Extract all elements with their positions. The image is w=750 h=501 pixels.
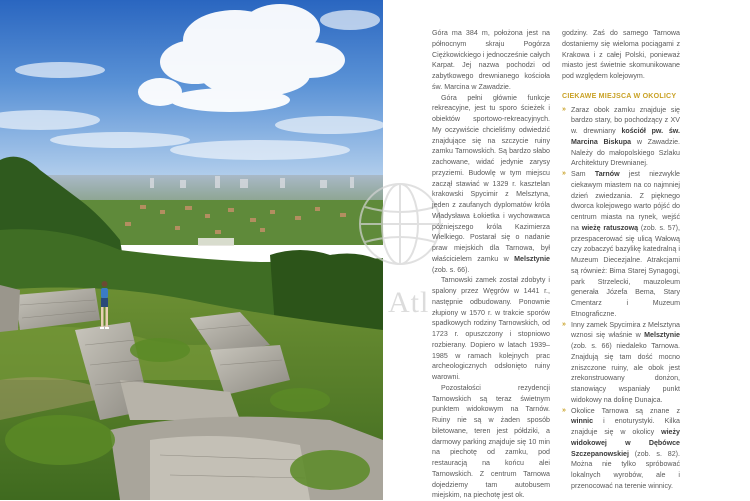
list-item [562, 406, 680, 492]
paragraph: Pozostałości rezydencji Tarnowskich są teraz świetnym punktem widokowym na Tarnów. Ruiny nie są w żaden sposób biletowane, teren jest półdziki, a darmowy parking znajduje się 10 min na piechotę od zamku, pod restauracją na końcu alei Tarnowskich. Z centrum Tarnowa dojedziemy tam autobusem miejskim, na piechotę jest ok. [432, 383, 550, 500]
list-item [562, 320, 680, 406]
text-run: i enoturystyki. Kilka znajduje się w okolicy [571, 417, 680, 436]
text-column-2 [562, 28, 680, 492]
paragraph: Góra ma 384 m, położona jest na północnym skraju Pogórza Ciężkowickiego i jednocześnie całych Karpat. Jej nazwa pochodzi od zabytkowego drewnianego kościoła św. Marcina w Zawadzie. [432, 29, 550, 91]
text-run: Góra pełni głównie funkcje rekreacyjne, jest tu sporo ścieżek i obiektów sportowo-rekreacyjnych. My oczywiście chcieliśmy odwiedzić znajdujące się na szczycie ruiny zamku Tarnowskich. Są bardzo słabo zachowane, widać jedynie zarysy przyziemi. Budowlę w tym miejscu zaczął stawiać w 1329 r. kasztelan krakowski Spycimir z Melsztyna, jeden z zaufanych dyplomatów króla Władysława Łokietka i wychowawca późniejszego króla Kazimierza Wielkiego. Postarał się o nadanie praw miejskich dla Tarnowa, był właścicielem zamku w [432, 93, 550, 263]
paragraph: godziny. Zaś do samego Tarnowa dostaniemy się wieloma pociągami z Krakowa i z całej Polski, ponieważ miasto jest świetnie skomunikowane pod względem kolejowym. [562, 29, 680, 80]
paragraph [432, 93, 550, 276]
text-run: Inny zamek Spycimira z Melsztyna wznosi się właśnie w [571, 320, 680, 340]
bold-term: Tarnów [594, 170, 620, 178]
bold-term: wieży widokowej w Dębówce Szczepanowskiej [571, 428, 680, 458]
list-item [562, 169, 680, 320]
text-run: jest niezwykle ciekawym miastem na co najmniej dzień zwiedzania. Z pięknego dworca kolejowego warto pójść do centrum miasta na rynek, wejść na [571, 170, 680, 232]
list-item [562, 105, 680, 170]
text-run: (zob. s. 57), przespacerować się ulicą Wałową czy zobaczyć bazylikę katedralną i Muzeum Diecezjalne. Atrakcjami są również: Bima Starej Synagogi, park Strzelecki, mauzoleum generała Józefa Bema, Stary Cmentarz i Muzeum Etnograficzne. [571, 223, 680, 318]
text-run: (zob. s. 82). Można nie tylko spróbować lokalnych wyrobów, ale i przenocować na terenie winnicy. [571, 449, 680, 490]
text-run: Sam [571, 170, 595, 178]
bullet-arrow-icon: » [562, 320, 566, 328]
watermark-text: Atl [388, 286, 430, 319]
text-run: w Zawadzie. Należy do małopolskiego Szlaku Architektury Drewnianej. [571, 137, 680, 168]
paragraph: Tarnowski zamek został zdobyty i spalony przez Węgrów w 1441 r., następnie odbudowany. Ponownie złupiony w 1570 r. w trakcie sporów spadkowych rodziny Tarnowskich, od 1723 r. opuszczony i stopniowo rozbierany. Dopiero w latach 1939–1985 w ramach kolejnych prac archeologicznych odsłonięto ruiny warowni. [432, 276, 550, 381]
bold-term: kościół pw. św. Marcina Biskupa [571, 127, 680, 146]
bullet-arrow-icon: » [562, 406, 566, 414]
bold-term: Melsztynie [514, 254, 550, 263]
text-column-1 [432, 28, 550, 501]
text-run: (zob. s. 66) niedaleko Tarnowa. Znajdują się tam dość mocno zniszczone ruiny, ale obok jest zrekonstruowany donżon, stanowiący wspaniały punkt widokowy na dolinę Dunajca. [571, 342, 680, 404]
text-run: Okolice Tarnowa są znane z [571, 406, 680, 415]
text-run: (zob. s. 66). [432, 265, 470, 274]
bold-term: Melsztynie [644, 331, 680, 340]
bullet-arrow-icon: » [562, 105, 566, 113]
bullet-arrow-icon: » [562, 170, 566, 177]
bold-term: wieżę ratuszową [581, 223, 639, 232]
bold-term: winnic [571, 417, 594, 426]
section-heading: CIEKAWE MIEJSCA W OKOLICY [562, 91, 677, 100]
text-run: Zaraz obok zamku znajduje się bardzo stary, bo pochodzący z XV w. drewniany [571, 105, 680, 135]
